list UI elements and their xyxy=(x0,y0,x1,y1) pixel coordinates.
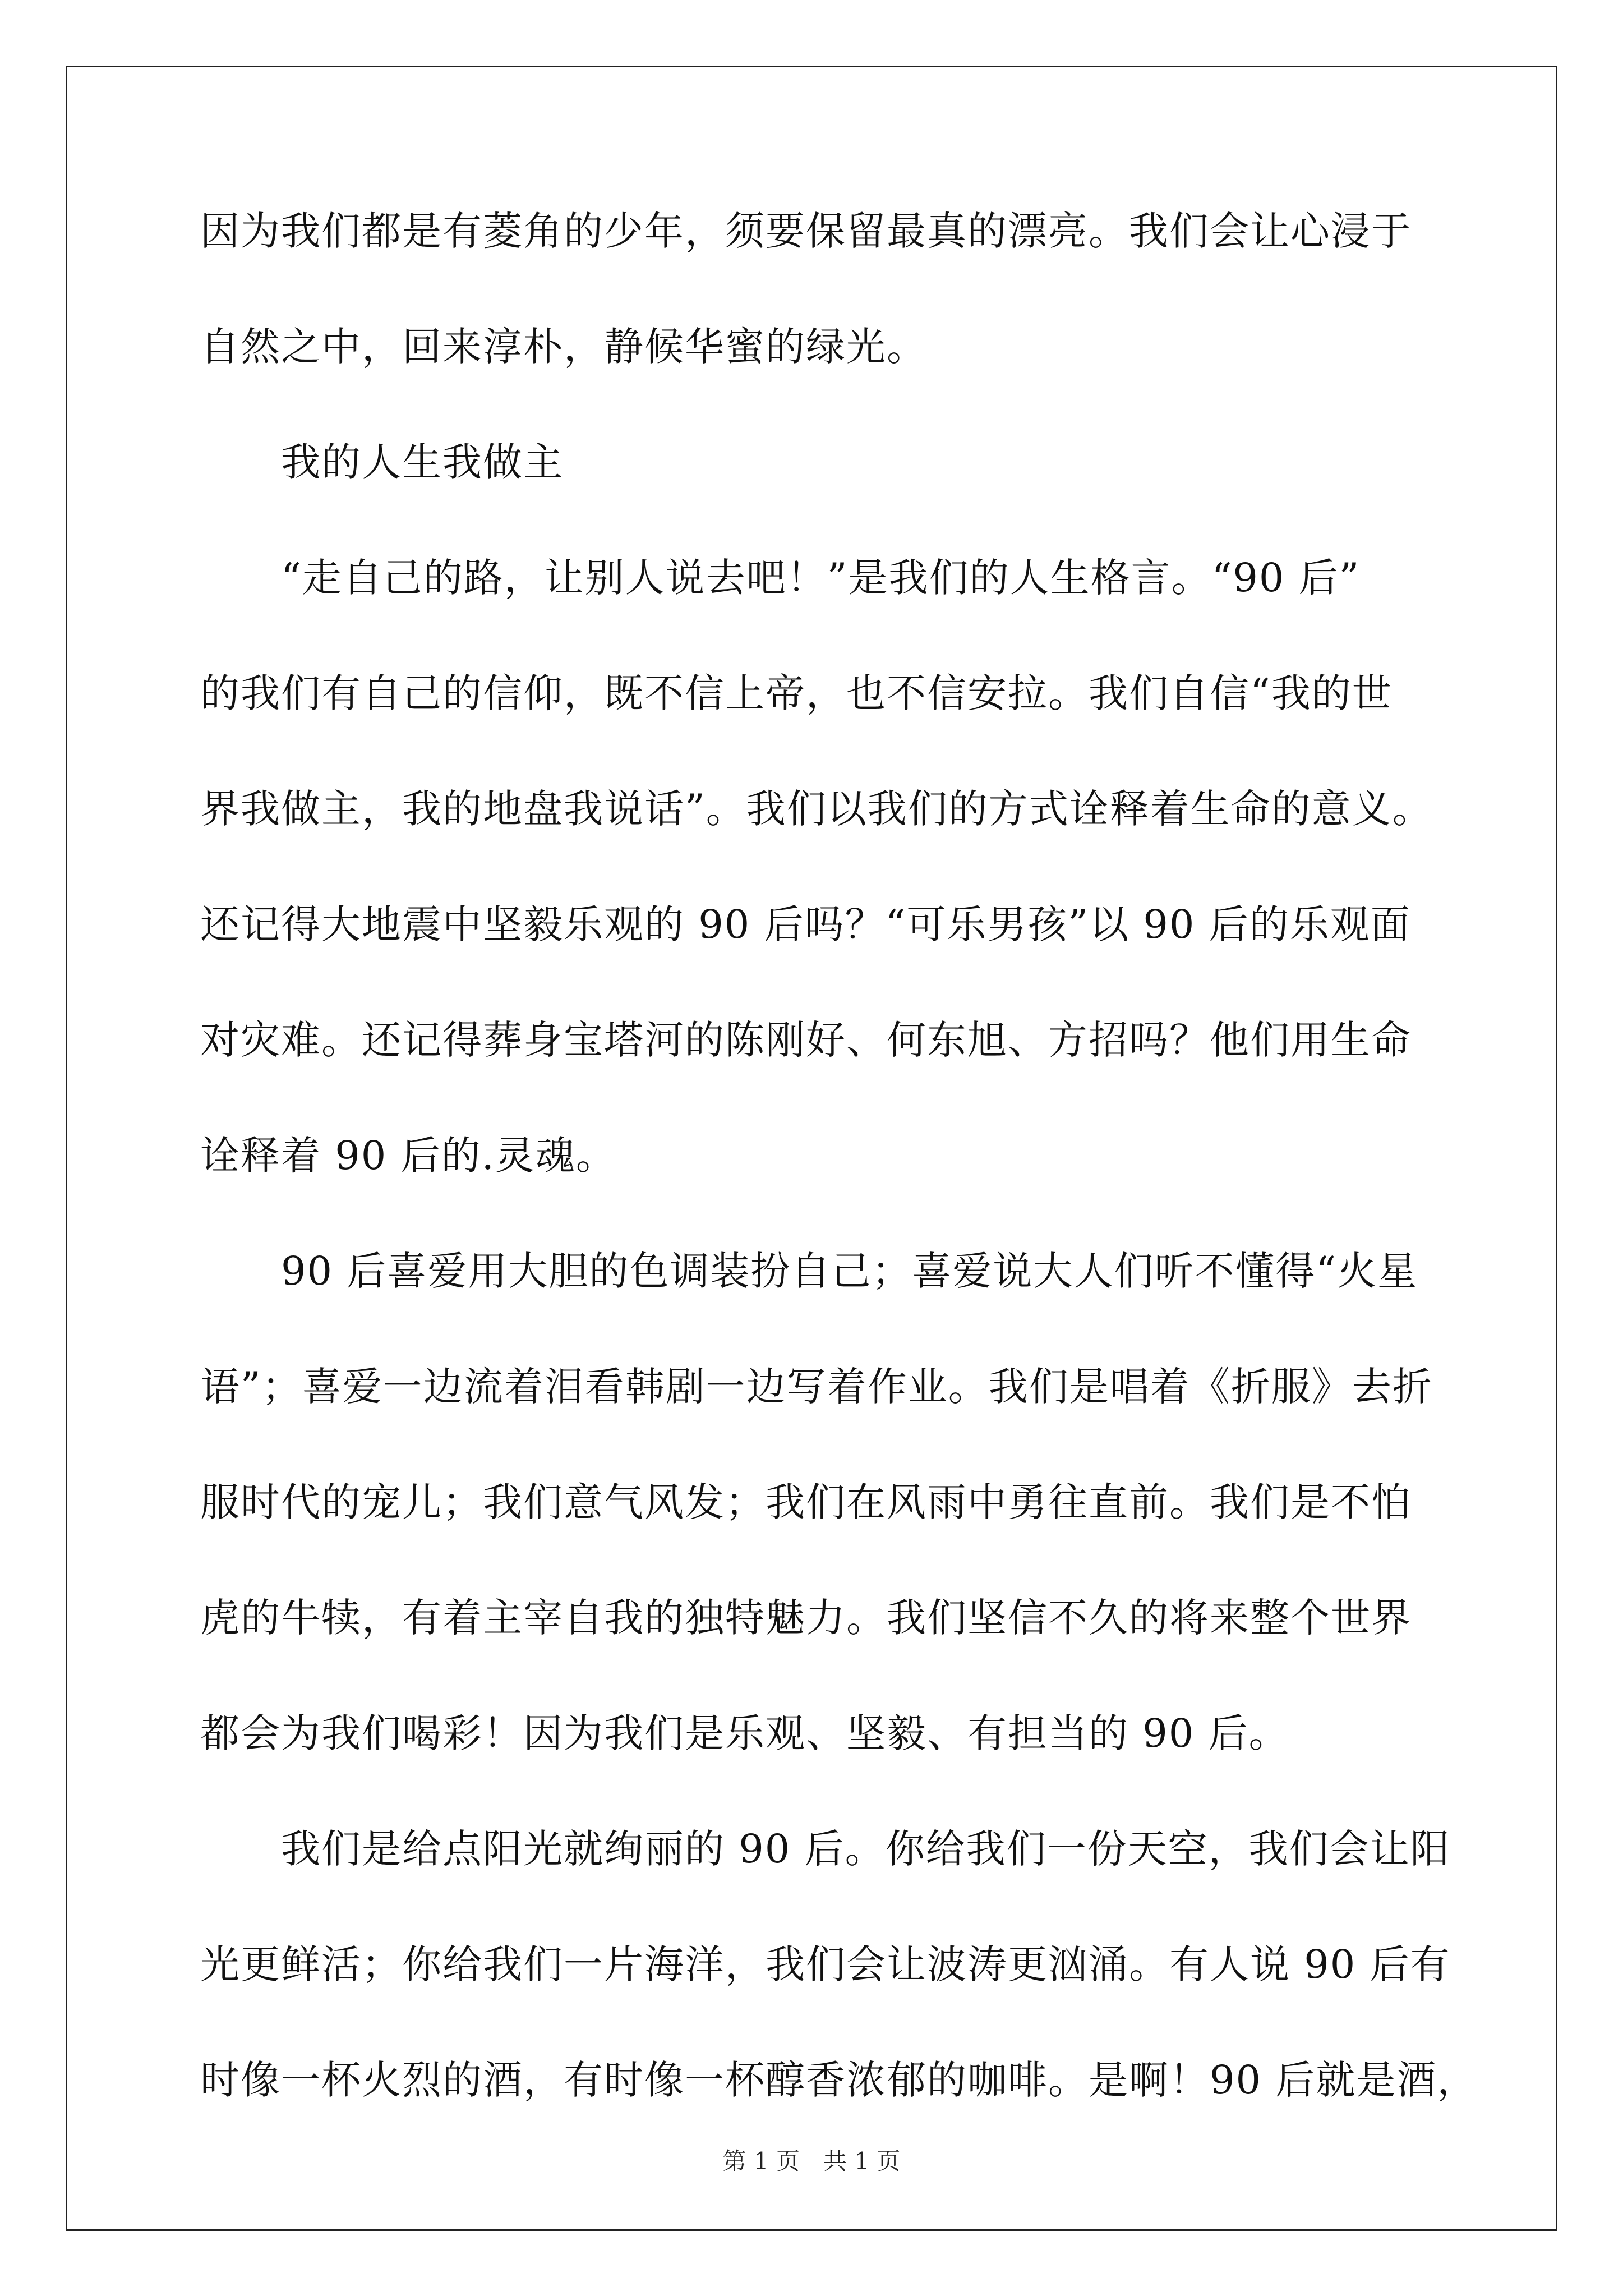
text-line: 90 后喜爱用大胆的色调装扮自己；喜爱说大人们听不懂得“火星 xyxy=(200,1248,1418,1294)
text-line: 都会为我们喝彩！因为我们是乐观、坚毅、有担当的 90 后。 xyxy=(200,1710,1289,1756)
text-line: 对灾难。还记得葬身宝塔河的陈刚好、何东旭、方招吗？他们用生命 xyxy=(200,1017,1412,1063)
text-line: 还记得大地震中坚毅乐观的 90 后吗？“可乐男孩”以 90 后的乐观面 xyxy=(200,901,1411,947)
text-line: 自然之中，回来淳朴，静候华蜜的绿光。 xyxy=(200,324,927,370)
text-line: “走自己的路，让别人说去吧！”是我们的人生格言。“90 后” xyxy=(200,555,1361,601)
text-line: 语”；喜爱一边流着泪看韩剧一边写着作业。我们是唱着《折服》去折 xyxy=(200,1364,1433,1410)
text-line: 因为我们都是有菱角的少年，须要保留最真的漂亮。我们会让心浸于 xyxy=(200,208,1412,254)
text-line: 光更鲜活；你给我们一片海洋，我们会让波涛更汹涌。有人说 90 后有 xyxy=(200,1941,1451,1987)
text-line: 我们是给点阳光就绚丽的 90 后。你给我们一份天空，我们会让阳 xyxy=(200,1826,1451,1872)
text-line: 服时代的宠儿；我们意气风发；我们在风雨中勇往直前。我们是不怕 xyxy=(200,1479,1412,1525)
section-heading: 我的人生我做主 xyxy=(200,439,564,485)
page-number-footer: 第 1 页 共 1 页 xyxy=(722,2147,901,2175)
text-line: 时像一杯火烈的酒，有时像一杯醇香浓郁的咖啡。是啊！90 后就是酒， xyxy=(200,2057,1478,2103)
text-line: 的我们有自己的信仰，既不信上帝，也不信安拉。我们自信“我的世 xyxy=(200,670,1393,716)
text-line: 界我做主，我的地盘我说话”。我们以我们的方式诠释着生命的意义。 xyxy=(200,786,1433,832)
text-line: 诠释着 90 后的.灵魂。 xyxy=(200,1133,616,1179)
text-line: 虎的牛犊，有着主宰自我的独特魅力。我们坚信不久的将来整个世界 xyxy=(200,1595,1412,1641)
